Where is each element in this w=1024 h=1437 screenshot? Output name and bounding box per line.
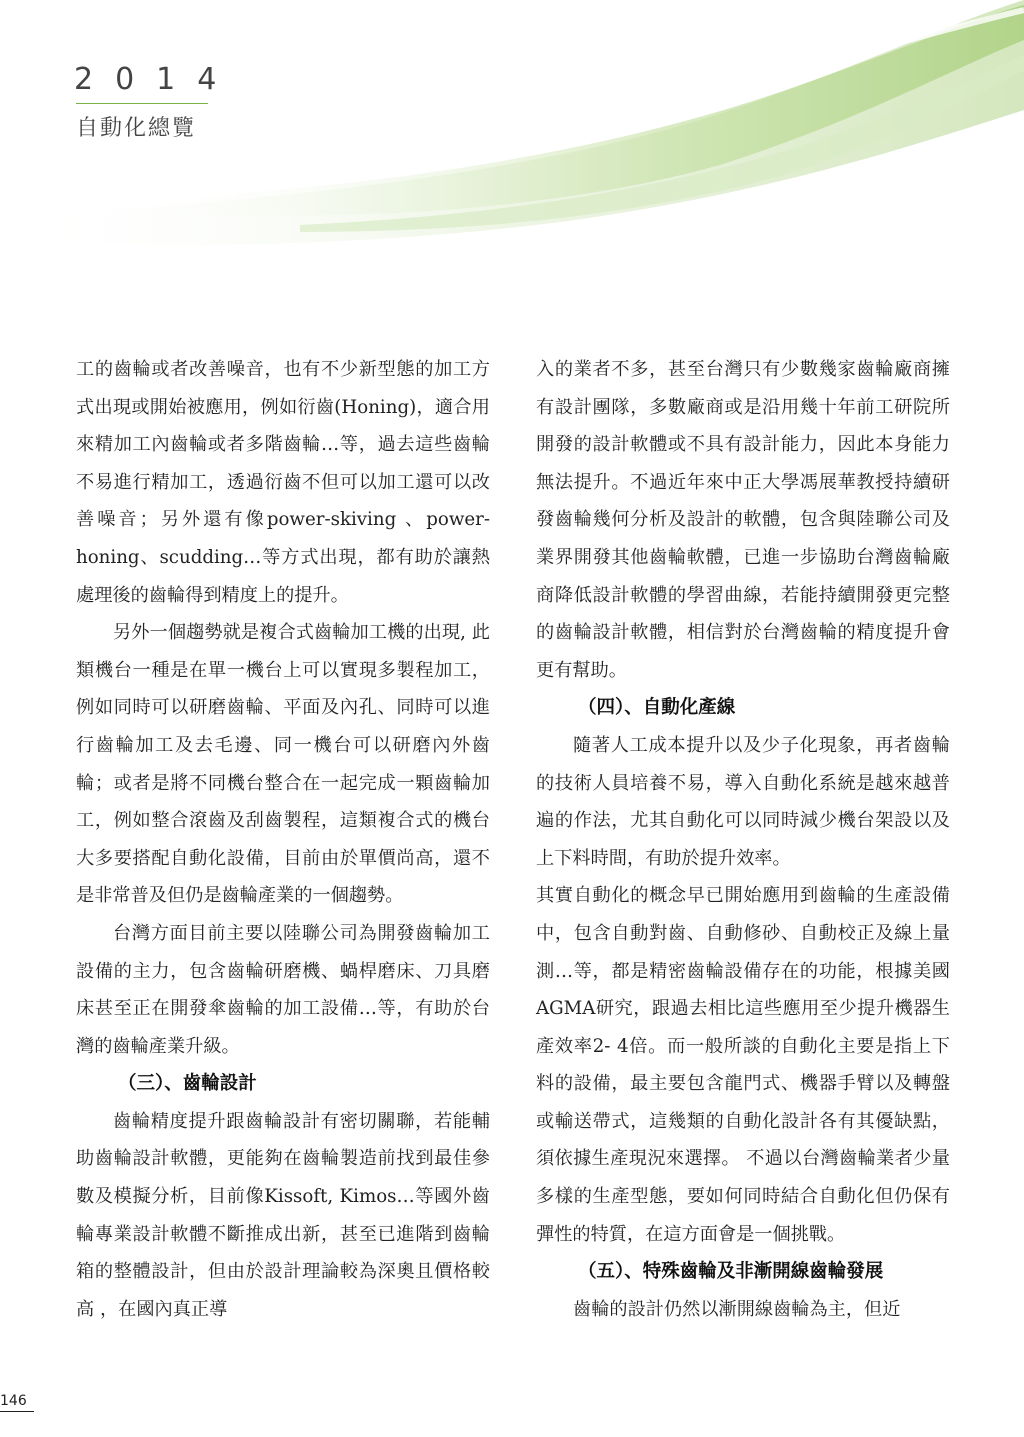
right-paragraph-3: 其實自動化的概念早已開始應用到齒輪的生產設備中，包含自動對齒、自動修砂、自動校正及線上量測…等，都是精密齒輪設備存在的功能，根據美國AGMA研究，跟過去相比這些應用至少提升機器生產效率2- 4倍。而一般所談的自動化主要是指上下料的設備，最主要包含龍門式、機器手臂以及轉盤或輸送帶式，這幾類的自動化設計各有其優缺點，須依據生產現況來選擇。 不過以台灣齒輪業者少量多樣的生產型態，要如何同時結合自動化但仍保有彈性的特質，在這方面會是一個挑戰。 bbox=[536, 885, 950, 1245]
page-number-underline bbox=[0, 1411, 34, 1412]
right-column bbox=[536, 351, 950, 1328]
left-paragraph-1: 工的齒輪或者改善噪音，也有不少新型態的加工方式出現或開始被應用，例如衍齒(Honing)，適合用來精加工內齒輪或者多階齒輪…等，過去這些齒輪不易進行精加工，透過衍齒不但可以加工還可以改善噪音；另外還有像power-skiving 、power-honing、scudding…等方式出現，都有助於讓熱處理後的齒輪得到精度上的提升。 bbox=[76, 359, 490, 606]
left-paragraph-4: 齒輪精度提升跟齒輪設計有密切關聯，若能輔助齒輪設計軟體，更能夠在齒輪製造前找到最佳參數及模擬分析，目前像Kissoft, Kimos…等國外齒輪專業設計軟體不斷推成出新，甚至已進階到齒輪箱的整體設計，但由於設計理論較為深奧且價格較高 ，在國內真正導 bbox=[76, 1110, 490, 1320]
right-paragraph-2: 隨著人工成本提升以及少子化現象，再者齒輪的技術人員培養不易，導入自動化系統是越來越普遍的作法，尤其自動化可以同時減少機台架設以及上下料時間，有助於提升效率。 bbox=[536, 734, 950, 869]
header-year: 2014 bbox=[74, 62, 239, 97]
section-heading-automation-line: （四）、自動化產線 bbox=[578, 697, 736, 719]
left-column bbox=[76, 351, 490, 1328]
section-heading-gear-design: （三）、齒輪設計 bbox=[118, 1073, 257, 1095]
page-number: 146 bbox=[0, 1393, 27, 1409]
right-paragraph-1: 入的業者不多，甚至台灣只有少數幾家齒輪廠商擁有設計團隊，多數廠商或是沿用幾十年前工研院所開發的設計軟體或不具有設計能力，因此本身能力無法提升。不過近年來中正大學馮展華教授持續研發齒輪幾何分析及設計的軟體，包含與陸聯公司及業界開發其他齒輪軟體，已進一步協助台灣齒輪廠商降低設計軟體的學習曲線，若能持續開發更完整的齒輪設計軟體，相信對於台灣齒輪的精度提升會更有幫助。 bbox=[536, 359, 950, 681]
left-paragraph-2: 另外一個趨勢就是複合式齒輪加工機的出現, 此類機台一種是在單一機台上可以實現多製程加工，例如同時可以研磨齒輪、平面及內孔、同時可以進行齒輪加工及去毛邊、同一機台可以研磨內外齒輪；或者是將不同機台整合在一起完成一顆齒輪加工，例如整合滾齒及刮齒製程，這類複合式的機台大多要搭配自動化設備，目前由於單價尚高，還不是非常普及但仍是齒輪產業的一個趨勢。 bbox=[76, 622, 490, 907]
header-divider bbox=[76, 103, 208, 104]
left-paragraph-3: 台灣方面目前主要以陸聯公司為開發齒輪加工設備的主力，包含齒輪研磨機、蝸桿磨床、刀具磨床甚至正在開發傘齒輪的加工設備…等，有助於台灣的齒輪產業升級。 bbox=[76, 922, 490, 1057]
header-swoosh-decoration bbox=[0, 0, 1024, 300]
section-heading-special-gears: （五）、特殊齒輪及非漸開線齒輪發展 bbox=[578, 1261, 884, 1283]
right-paragraph-4: 齒輪的設計仍然以漸開線齒輪為主，但近 bbox=[573, 1298, 901, 1320]
header-subtitle: 自動化總覽 bbox=[76, 116, 197, 141]
